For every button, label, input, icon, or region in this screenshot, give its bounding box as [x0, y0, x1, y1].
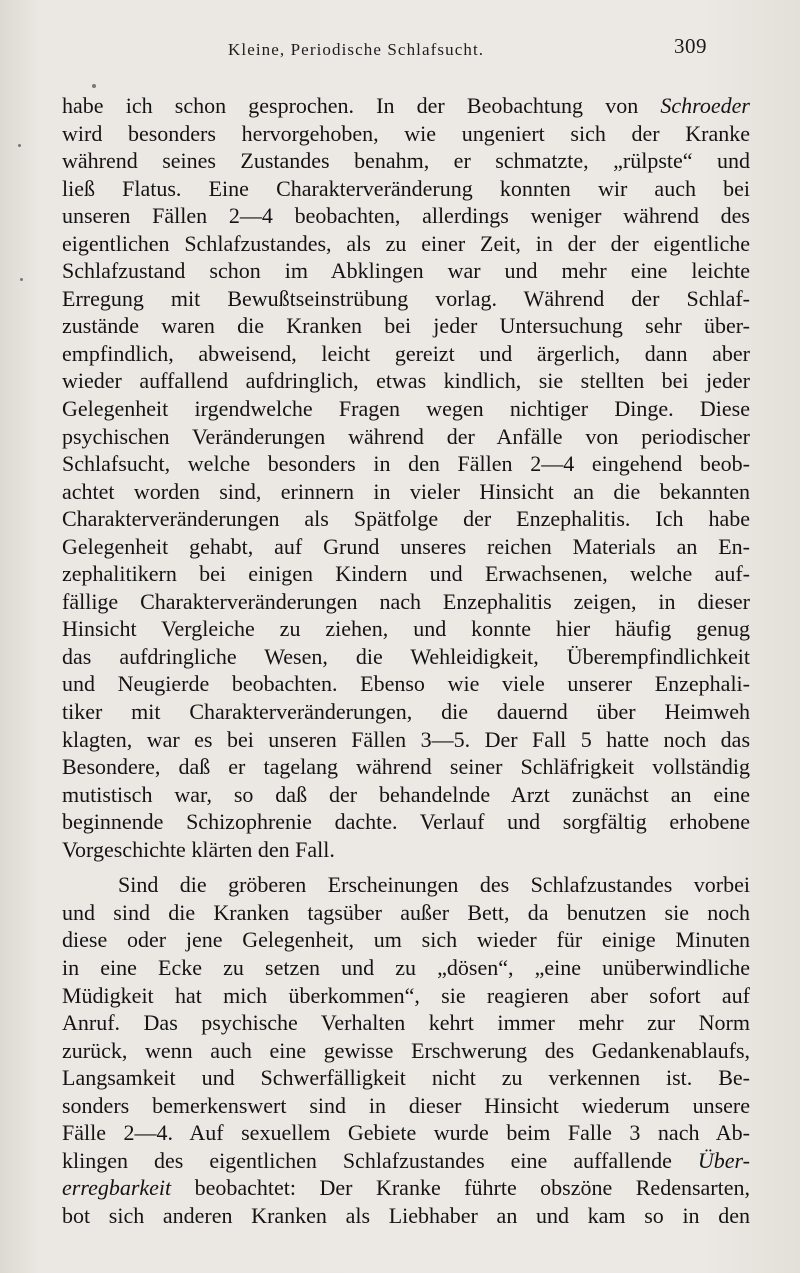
text-segment: beobachtet: Der Kranke führte obszöne Redensarten, [171, 1175, 750, 1201]
text-segment: während seines Zustandes benahm, er schmatzte, „rülpste“ und [62, 148, 750, 174]
italic-text: Über- [697, 1147, 750, 1173]
text-segment: mutistisch war, so daß der behandelnde Arzt zunächst an eine [62, 781, 750, 807]
text-line [62, 1119, 750, 1147]
text-segment: klagten, war es bei unseren Fällen 3—5. Der Fall 5 hatte noch das [62, 726, 750, 752]
text-segment: zustände waren die Kranken bei jeder Untersuchung sehr über- [62, 313, 750, 339]
text-line [62, 1064, 750, 1092]
paragraph-gap [62, 863, 750, 871]
text-line [62, 982, 750, 1010]
text-line [62, 367, 750, 395]
text-line [62, 726, 750, 754]
text-line [62, 92, 750, 120]
text-line [62, 615, 750, 643]
text-segment: und Neugierde beobachten. Ebenso wie viele unserer Enzephali- [62, 671, 750, 697]
text-line [62, 340, 750, 368]
italic-text: Schroeder [660, 93, 750, 118]
text-line [62, 1092, 750, 1120]
text-segment: Sind die gröberen Erscheinungen des Schlafzustandes vorbei [118, 872, 750, 898]
text-segment: fällige Charakterveränderungen nach Enzephalitis zeigen, in dieser [62, 588, 750, 614]
text-segment: Anruf. Das psychische Verhalten kehrt immer mehr zur Norm [62, 1010, 750, 1036]
text-segment: Erregung mit Bewußtseinstrübung vorlag. Während der Schlaf- [62, 285, 750, 311]
text-segment: wird besonders hervorgehoben, wie ungeniert sich der Kranke [62, 120, 750, 146]
text-segment: Fälle 2—4. Auf sexuellem Gebiete wurde beim Falle 3 nach Ab- [62, 1120, 750, 1146]
text-segment: Charakterveränderungen als Spätfolge der Enzephalitis. Ich habe [62, 506, 750, 532]
text-segment: diese oder jene Gelegenheit, um sich wieder für einige Minuten [62, 927, 750, 953]
text-segment: bot sich anderen Kranken als Liebhaber an und kam so in den [62, 1202, 750, 1228]
text-line [62, 285, 750, 313]
text-segment: wieder auffallend aufdringlich, etwas kindlich, sie stellten bei jeder [62, 368, 750, 394]
text-segment: Vorgeschichte klärten den Fall. [62, 836, 335, 862]
text-segment: Schlafsucht, welche besonders in den Fällen 2—4 eingehend beob- [62, 451, 750, 477]
text-line [62, 395, 750, 423]
text-line [62, 1147, 750, 1175]
body-text [62, 92, 750, 1229]
text-line [62, 808, 750, 836]
running-head [0, 34, 800, 64]
text-line [62, 257, 750, 285]
text-line [62, 1202, 750, 1230]
text-segment: in eine Ecke zu setzen und zu „dösen“, „eine unüberwindliche [62, 954, 750, 980]
paragraph [62, 92, 750, 863]
text-line [62, 147, 750, 175]
text-line [62, 698, 750, 726]
text-segment: klingen des eigentlichen Schlafzustandes eine auffallende [62, 1147, 698, 1173]
text-line [62, 836, 750, 864]
italic-text: erregbarkeit [62, 1175, 172, 1201]
text-line [62, 670, 750, 698]
text-segment: zurück, wenn auch eine gewisse Erschwerung des Gedankenablaufs, [62, 1037, 750, 1063]
text-segment: zephalitikern bei einigen Kindern und Erwachsenen, welche auf- [62, 561, 750, 587]
text-line [62, 588, 750, 616]
text-line [62, 871, 750, 899]
text-line [62, 423, 750, 451]
text-line [62, 505, 750, 533]
text-line [62, 753, 750, 781]
text-line [62, 1009, 750, 1037]
text-segment: Gelegenheit irgendwelche Fragen wegen nichtiger Dinge. Diese [62, 396, 750, 422]
text-segment: ließ Flatus. Eine Charakterveränderung konnten wir auch bei [62, 175, 750, 201]
text-segment: und sind die Kranken tagsüber außer Bett, da benutzen sie noch [62, 899, 750, 925]
running-head-title: Kleine, Periodische Schlafsucht. [228, 40, 485, 59]
text-segment: psychischen Veränderungen während der Anfälle von periodischer [62, 423, 750, 449]
text-line [62, 533, 750, 561]
text-segment: Gelegenheit gehabt, auf Grund unseres reichen Materials an En- [62, 533, 750, 559]
text-segment: Hinsicht Vergleiche zu ziehen, und konnte hier häufig genug [62, 616, 750, 642]
text-line [62, 312, 750, 340]
text-segment: tiker mit Charakterveränderungen, die dauernd über Heimweh [62, 699, 750, 725]
text-line [62, 926, 750, 954]
text-line [62, 175, 750, 203]
text-segment: beginnende Schizophrenie dachte. Verlauf und sorgfältig erhobene [62, 809, 750, 835]
text-segment: Schlafzustand schon im Abklingen war und mehr eine leichte [62, 258, 750, 284]
text-line [62, 230, 750, 258]
text-segment: sonders bemerkenswert sind in dieser Hinsicht wiederum unsere [62, 1092, 750, 1118]
text-segment: Müdigkeit hat mich überkommen“, sie reagieren aber sofort auf [62, 982, 750, 1008]
text-line [62, 120, 750, 148]
text-segment: unseren Fällen 2—4 beobachten, allerdings weniger während des [62, 203, 750, 229]
page-number: 309 [674, 34, 707, 58]
text-segment: empfindlich, abweisend, leicht gereizt und ärgerlich, dann aber [62, 340, 750, 366]
paragraph [62, 871, 750, 1229]
text-line [62, 560, 750, 588]
print-speck [18, 144, 21, 147]
text-line [62, 1037, 750, 1065]
text-line [62, 202, 750, 230]
text-line [62, 478, 750, 506]
text-line [62, 899, 750, 927]
text-line [62, 954, 750, 982]
print-speck [20, 278, 23, 281]
text-line [62, 643, 750, 671]
text-segment: achtet worden sind, erinnern in vieler Hinsicht an die bekannten [62, 478, 750, 504]
text-line [62, 781, 750, 809]
text-line [62, 450, 750, 478]
text-segment: Langsamkeit und Schwerfälligkeit nicht zu verkennen ist. Be- [62, 1065, 750, 1091]
text-segment: das aufdringliche Wesen, die Wehleidigkeit, Überempfindlichkeit [62, 643, 750, 669]
print-speck [92, 84, 96, 88]
text-segment: habe ich schon gesprochen. In der Beobachtung von [62, 93, 661, 118]
text-segment: eigentlichen Schlafzustandes, als zu einer Zeit, in der der eigentliche [62, 230, 750, 256]
text-segment: Besondere, daß er tagelang während seiner Schläfrigkeit vollständig [62, 754, 750, 780]
text-line [62, 1174, 750, 1202]
